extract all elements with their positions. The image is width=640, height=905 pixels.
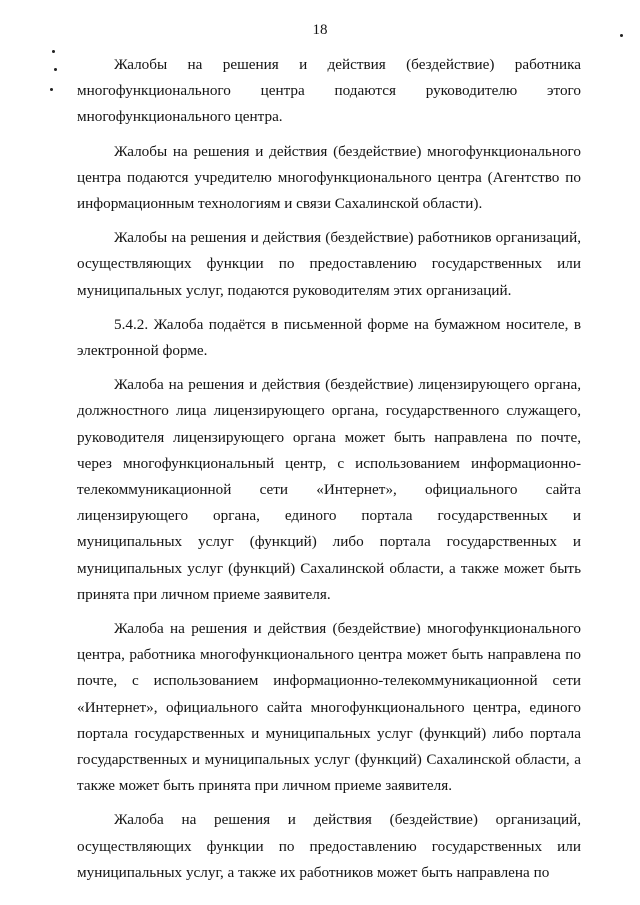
paragraph: Жалобы на решения и действия (бездействие) работника многофункционального центра подаются руководителю этого многофункционального центра. bbox=[77, 56, 581, 126]
paragraph: Жалобы на решения и действия (бездействие) работников организаций, осуществляющих функции по предоставлению государственных или муниципальных услуг, подаются руководителям этих организаций. bbox=[77, 229, 581, 299]
paragraph: Жалоба на решения и действия (бездействие) организаций, осуществляющих функции по предоставлению государственных или муниципальных услуг, а также их работников может быть направлена по bbox=[77, 811, 581, 881]
scan-mark bbox=[54, 68, 57, 71]
scan-mark bbox=[52, 50, 55, 53]
scan-mark bbox=[50, 88, 53, 91]
paragraph: Жалоба на решения и действия (бездействие) лицензирующего органа, должностного лица лицензирующего органа, государственного служащего, руководителя лицензирующего органа может быть направлена по почте, через многофункциональный центр, с использованием информационно-телекоммуникационной сети «Интернет», официального сайта лицензирующего органа, единого портала государственных и муниципальных услуг (функций) либо портала государственных и муниципальных услуг (функций) Сахалинской области, а также может быть принята при личном приеме заявителя. bbox=[77, 376, 581, 603]
scan-mark bbox=[620, 34, 623, 37]
document-body bbox=[77, 52, 581, 886]
paragraph: Жалобы на решения и действия (бездействие) многофункционального центра подаются учредителю многофункционального центра (Агентство по информационным технологиям и связи Сахалинской области). bbox=[77, 142, 581, 213]
page-number: 18 bbox=[312, 22, 328, 38]
paragraph: Жалоба на решения и действия (бездействие) многофункционального центра, работника многофункционального центра может быть направлена по почте, с использованием информационно-телекоммуникационной сети «Интернет», официального сайта многофункционального центра, единого портала государственных и муниципальных услуг (функций) либо портала государственных и муниципальных услуг (функций) Сахалинской области, а также может быть принята при личном приеме заявителя. bbox=[77, 620, 581, 795]
paragraph: 5.4.2. Жалоба подаётся в письменной форме на бумажном носителе, в электронной форме. bbox=[77, 315, 581, 360]
